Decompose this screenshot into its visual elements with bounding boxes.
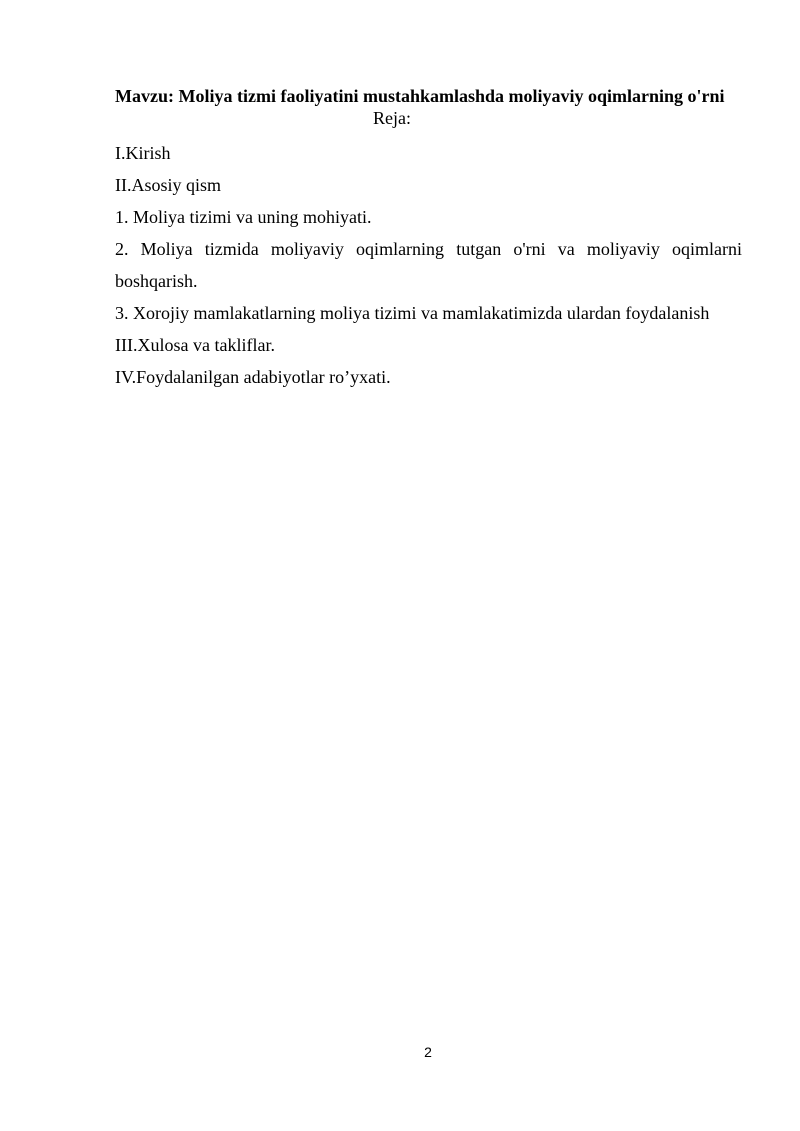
- plan-item-conclusion: III.Xulosa va takliflar.: [115, 335, 275, 355]
- plan-item-references: IV.Foydalanilgan adabiyotlar ro’yxati.: [115, 367, 391, 387]
- document-title: Mavzu: Moliya tizmi faoliyatini mustahkamlashda moliyaviy oqimlarning o'rni: [115, 86, 725, 106]
- plan-item-3: 3. Xorojiy mamlakatlarning moliya tizimi va mamlakatimizda ulardan foydalanish: [115, 303, 710, 323]
- plan-item-1: 1. Moliya tizimi va uning mohiyati.: [115, 207, 372, 227]
- plan-list: [115, 137, 742, 393]
- plan-item-introduction: I.Kirish: [115, 143, 171, 163]
- page-number: 2: [424, 1044, 432, 1060]
- plan-heading: Reja:: [373, 108, 411, 128]
- plan-item-main-part: II.Asosiy qism: [115, 175, 222, 195]
- plan-item-2: 2. Moliya tizmida moliyaviy oqimlarning tutgan o'rni va moliyaviy oqimlarni boshqarish.: [115, 239, 742, 291]
- page-content: [115, 86, 742, 393]
